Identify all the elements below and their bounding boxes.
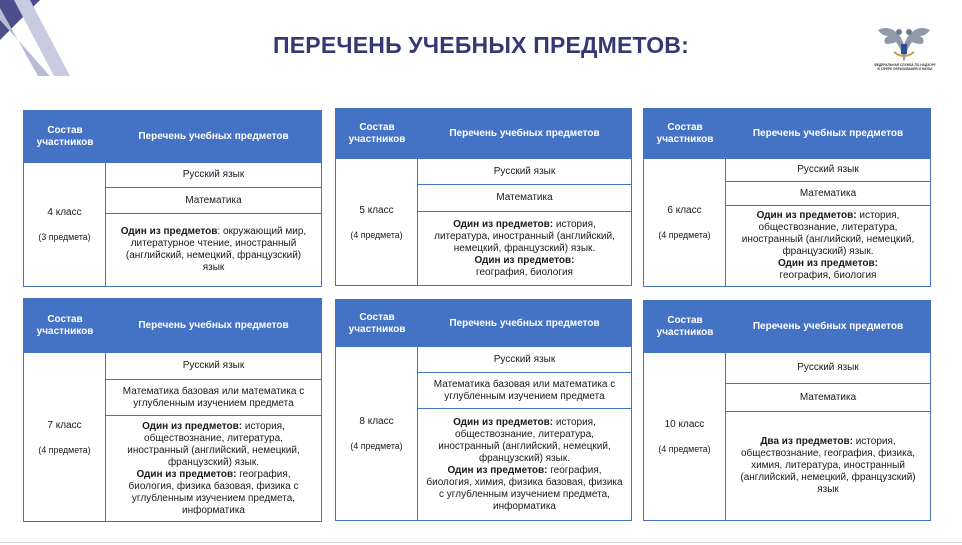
card-grade-10 (643, 300, 931, 521)
subject-count: (4 предмета) (658, 230, 711, 240)
subject-lead: Один из предметов: (453, 416, 554, 428)
subject-list (106, 163, 321, 286)
subject-row (106, 379, 321, 415)
card-grade-4 (23, 110, 322, 287)
page-title: ПЕРЕЧЕНЬ УЧЕБНЫХ ПРЕДМЕТОВ: (273, 32, 689, 58)
subject-row (726, 205, 930, 286)
logo-caption-line: ФЕДЕРАЛЬНАЯ СЛУЖБА ПО НАДЗОРУ (874, 63, 936, 67)
subject-text: история, литература, иностранный (английский, немецкий, французский) язык. (434, 218, 615, 254)
subject-row (106, 187, 321, 213)
subject-list (726, 159, 930, 286)
subject-text: Русский язык (493, 165, 556, 177)
subject-text: Математика (185, 194, 242, 206)
subject-row (418, 211, 631, 285)
subject-row (418, 347, 631, 372)
subject-count: (4 предмета) (350, 441, 403, 451)
subject-lead: Один из предметов: (474, 254, 575, 266)
subject-text: Русский язык (182, 169, 245, 180)
header-subjects: Перечень учебных предметов (752, 321, 904, 332)
slide-divider (0, 542, 962, 543)
subject-text: Русский язык (493, 353, 556, 365)
grade-label: 7 класс (47, 419, 82, 431)
subject-text: история, обществознание, литература, иностранный (английский, немецкий, французский) язык. (741, 210, 915, 257)
subject-row (106, 353, 321, 379)
subject-row (726, 411, 930, 520)
subject-text: география, биология (476, 266, 573, 278)
grade-cell (644, 353, 726, 520)
subject-text: география, биология, физика базовая, физика с углубленным изучением предмета, информатика (128, 468, 299, 516)
subject-row (726, 383, 930, 411)
header-participants: Состав участников (36, 314, 94, 337)
subject-text: Математика (496, 192, 553, 203)
grade-cell (24, 353, 106, 521)
subject-lead: Один из предметов (120, 226, 218, 237)
card-grade-6 (643, 108, 931, 287)
header-participants: Состав участников (348, 311, 406, 335)
header-participants: Состав участников (656, 315, 714, 338)
subject-text: Математика (799, 391, 857, 403)
header-subjects: Перечень учебных предметов (138, 320, 289, 331)
subject-row (418, 159, 631, 184)
subject-row (418, 372, 631, 408)
header-subjects: Перечень учебных предметов (752, 128, 904, 139)
card-header (644, 109, 930, 159)
subject-count: (3 предмета) (38, 232, 91, 242)
subject-text: : окружающий мир, литературное чтение, иностранный (английский, немецкий, французский) язык (125, 226, 307, 273)
subject-row (106, 163, 321, 187)
subject-lead: Один из предметов: (142, 420, 243, 432)
grade-label: 6 класс (667, 205, 702, 216)
subject-row (418, 184, 631, 211)
subject-list (418, 347, 631, 520)
header-participants: Состав участников (36, 125, 94, 148)
subject-row (106, 213, 321, 286)
subject-row (726, 159, 930, 181)
grade-cell (336, 347, 418, 520)
subject-lead: Два из предметов: (760, 436, 853, 447)
subject-lead: Один из предметов: (756, 210, 857, 221)
subject-text: Русский язык (797, 362, 859, 373)
subject-count: (4 предмета) (658, 444, 711, 454)
grade-cell (644, 159, 726, 286)
card-grade-7 (23, 298, 322, 522)
subject-text: Математика базовая или математика с углубленным изучением предмета (433, 378, 616, 402)
subject-text: Математика базовая или математика с углубленным изучением предмета (122, 385, 305, 409)
header-subjects: Перечень учебных предметов (449, 317, 600, 329)
subject-text: история, обществознание, литература, иностранный (английский, немецкий, французский) язык. (438, 416, 611, 464)
header-subjects: Перечень учебных предметов (449, 128, 600, 139)
subject-row (418, 408, 631, 520)
logo-caption-line: В СФЕРЕ ОБРАЗОВАНИЯ И НАУКИ (877, 67, 933, 72)
grade-label: 10 класс (664, 419, 705, 430)
card-header (644, 301, 930, 353)
grade-cell (24, 163, 106, 286)
subject-text: Русский язык (797, 164, 859, 175)
grade-label: 5 класс (359, 204, 394, 216)
subject-count: (4 предмета) (38, 444, 91, 455)
subject-text: история, обществознание, география, физика, химия, литература, иностранный (английский, немецкий, французский) язык (740, 436, 916, 495)
subject-row (726, 181, 930, 205)
subject-text: история, обществознание, литература, иностранный (английский, немецкий, французский) язык. (127, 420, 300, 468)
subject-text: Математика (799, 187, 857, 199)
subject-row (106, 415, 321, 521)
subject-list (418, 159, 631, 285)
logo-caption (872, 63, 938, 72)
subject-lead: Один из предметов: (778, 258, 878, 269)
card-header (336, 300, 631, 347)
subject-list (106, 353, 321, 521)
grade-label: 4 класс (47, 207, 82, 218)
subject-count: (4 предмета) (350, 229, 403, 240)
subject-list (726, 353, 930, 520)
grade-cell (336, 159, 418, 285)
header-participants: Состав участников (348, 122, 406, 145)
card-header (336, 109, 631, 159)
header-participants: Состав участников (656, 122, 714, 145)
header-subjects: Перечень учебных предметов (138, 131, 289, 142)
subject-text: география, биология (779, 270, 877, 281)
subject-lead: Один из предметов: (136, 468, 237, 480)
card-header (24, 111, 321, 163)
subject-text: география, биология, химия, физика базовая, физика с углубленным изучением предмета, информатика (426, 464, 623, 512)
card-grade-8 (335, 299, 632, 521)
card-header (24, 299, 321, 353)
subject-lead: Один из предметов: (447, 464, 548, 476)
subject-text: Русский язык (182, 360, 245, 371)
grade-label: 8 класс (359, 416, 394, 427)
subject-row (726, 353, 930, 383)
card-grade-5 (335, 108, 632, 286)
subject-lead: Один из предметов: (453, 218, 554, 230)
